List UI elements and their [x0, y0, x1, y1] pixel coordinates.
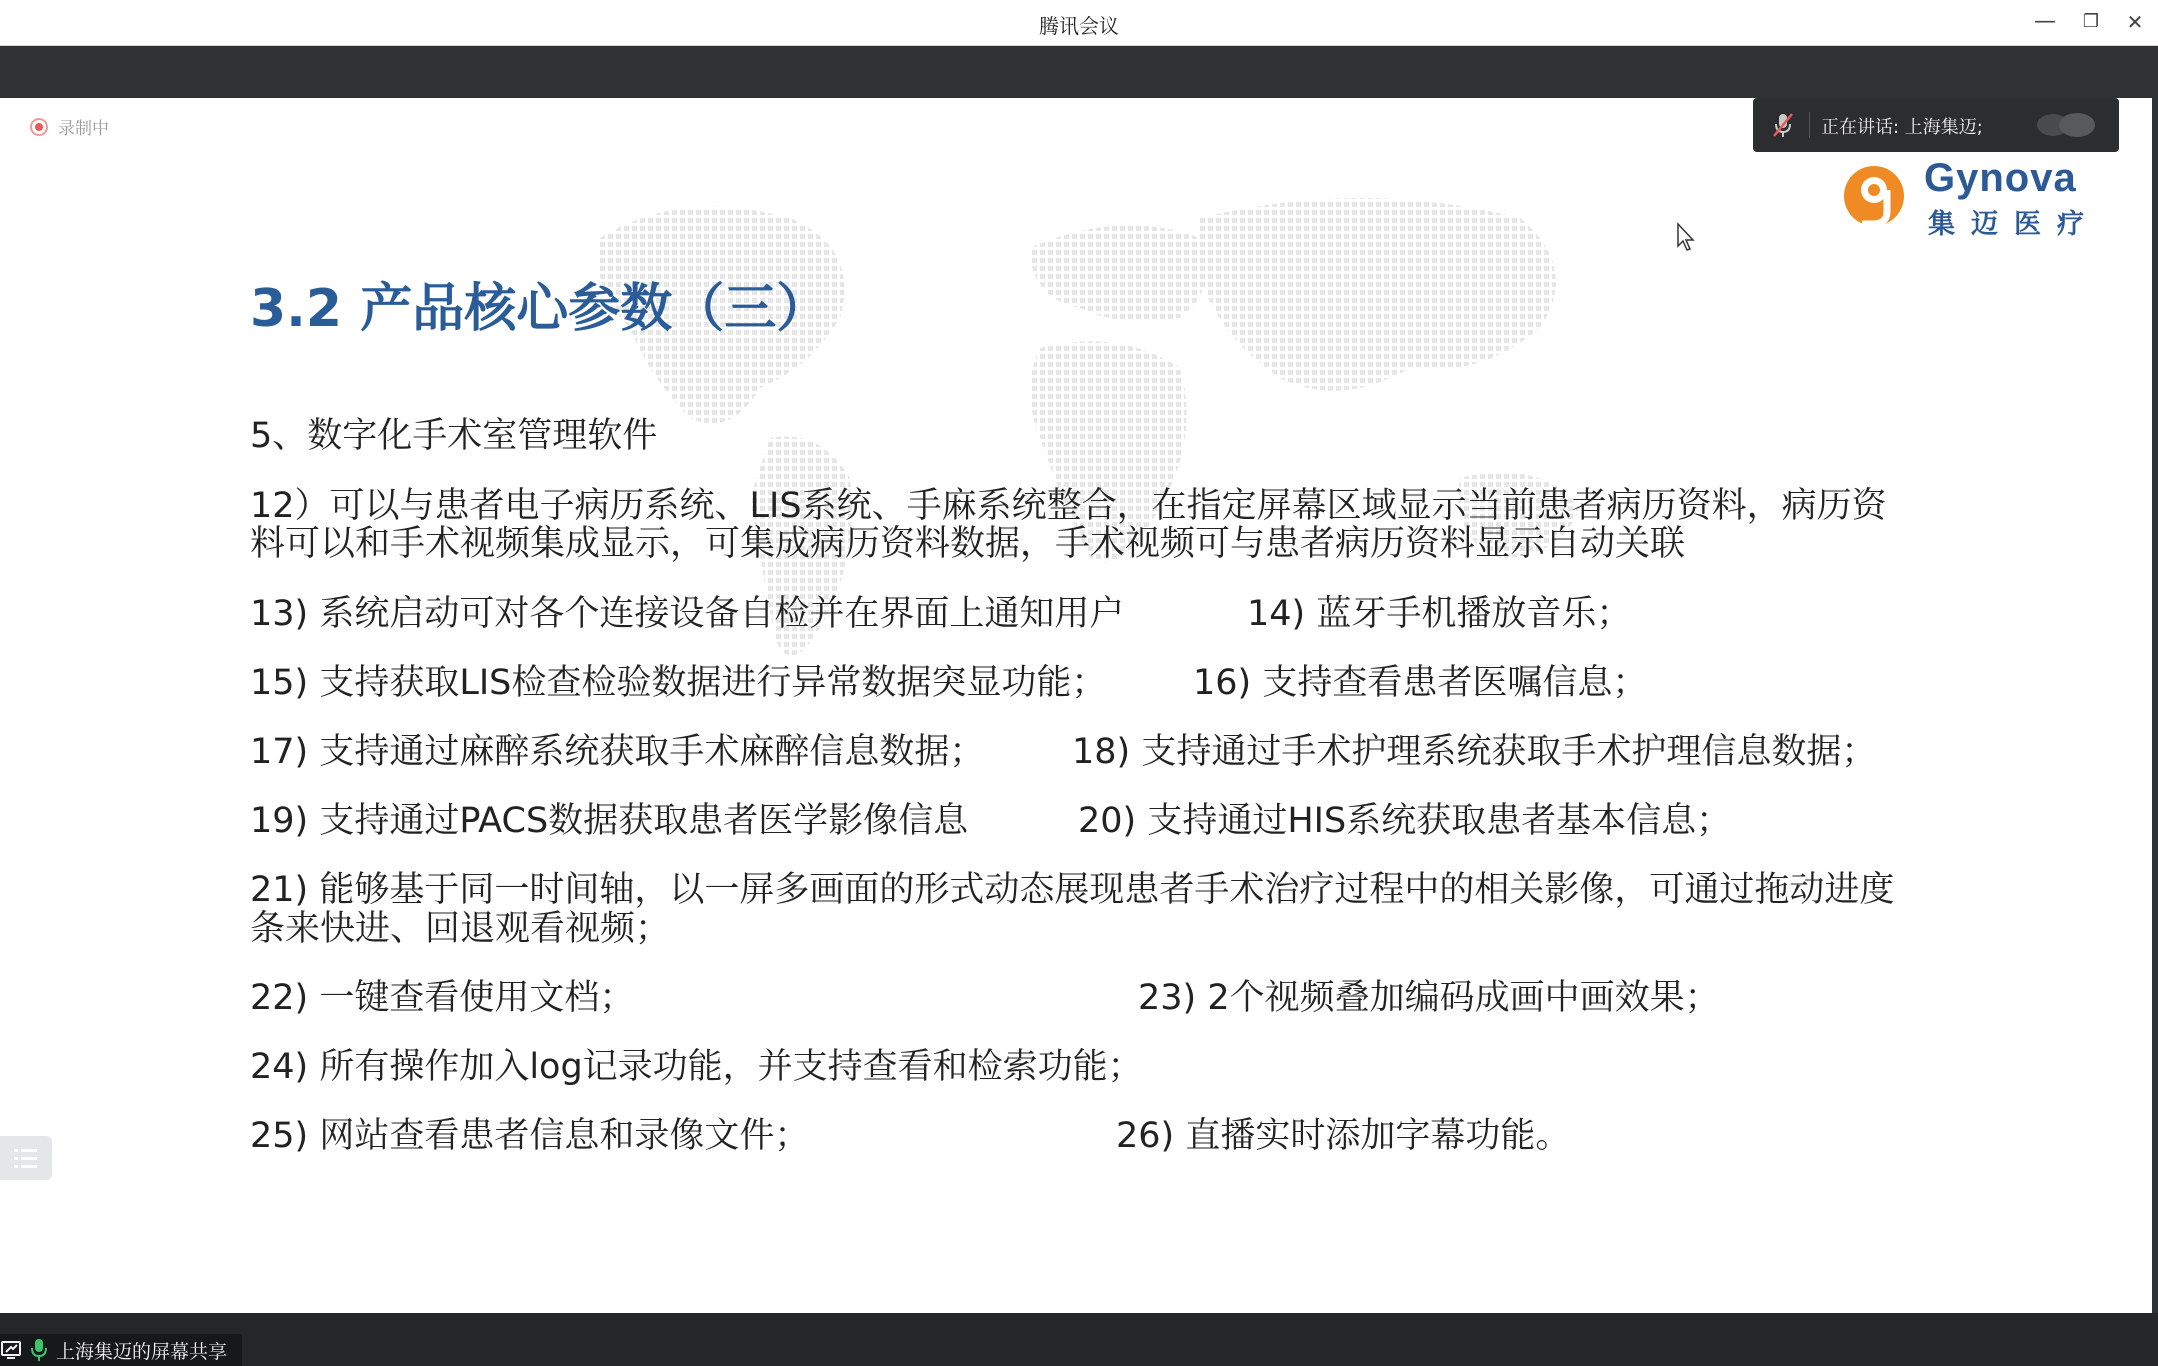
logo-text-cn: 集迈医疗	[1928, 209, 2100, 240]
item-18: 18) 支持通过手术护理系统获取手术护理信息数据；	[1072, 732, 1877, 772]
speaker-separator	[1809, 112, 1810, 138]
slide-title: 3.2 产品核心参数（三）	[250, 279, 829, 339]
mouse-cursor-icon	[1676, 222, 1696, 252]
item-26: 26) 直播实时添加字幕功能。	[1116, 1116, 1571, 1156]
item-12-line2: 料可以和手术视频集成显示，可集成病历资料数据，手术视频可与患者病历资料显示自动关联	[250, 524, 1686, 564]
item-19: 19) 支持通过PACS数据获取患者医学影像信息	[250, 801, 969, 841]
recording-label: 录制中	[58, 119, 109, 139]
item-22: 22) 一键查看使用文档；	[250, 978, 635, 1018]
section-heading: 5、数字化手术室管理软件	[250, 416, 658, 456]
logo-text-en: Gynova	[1924, 156, 2077, 200]
item-17: 17) 支持通过麻醉系统获取手术麻醉信息数据；	[250, 732, 985, 772]
side-menu-button[interactable]	[0, 1136, 52, 1180]
bottom-bar	[0, 1313, 2158, 1366]
speaking-indicator	[1753, 98, 2119, 152]
item-21-line1: 21) 能够基于同一时间轴，以一屏多画面的形式动态展现患者手术治疗过程中的相关影像，可通过拖动进度	[250, 870, 1895, 910]
item-25: 25) 网站查看患者信息和录像文件；	[250, 1116, 810, 1156]
item-23: 23) 2个视频叠加编码成画中画效果；	[1138, 978, 1720, 1018]
item-14: 14) 蓝牙手机播放音乐；	[1247, 594, 1632, 634]
menu-bar-1	[21, 1149, 37, 1152]
screen-share-tag[interactable]	[0, 1334, 242, 1366]
item-16: 16) 支持查看患者医嘱信息；	[1193, 663, 1648, 703]
item-24: 24) 所有操作加入log记录功能，并支持查看和检索功能；	[250, 1047, 1143, 1087]
item-20: 20) 支持通过HIS系统获取患者基本信息；	[1078, 801, 1732, 841]
speaker-label: 正在讲话: 上海集迈;	[1821, 117, 1983, 138]
gynova-g-icon	[1840, 156, 1910, 236]
window-titlebar	[0, 0, 2158, 46]
recording-indicator	[30, 114, 109, 139]
gynova-logo	[1840, 156, 2110, 240]
close-button[interactable]: ✕	[2126, 10, 2144, 34]
restore-button[interactable]: ❐	[2082, 11, 2100, 32]
top-toolbar-strip	[0, 46, 2158, 98]
microphone-muted-icon	[1771, 112, 1795, 138]
shared-screen-slide	[0, 98, 2152, 1313]
right-edge-strip	[2152, 98, 2158, 1313]
minimize-button[interactable]: —	[2034, 9, 2056, 34]
item-15: 15) 支持获取LIS检查检验数据进行异常数据突显功能；	[250, 663, 1107, 703]
menu-list-icon	[14, 1149, 18, 1152]
item-21-line2: 条来快进、回退观看视频；	[250, 909, 671, 949]
speaker-avatar-icon	[2033, 110, 2099, 140]
screen-share-icon	[0, 1339, 22, 1361]
menu-bar-2	[21, 1157, 37, 1160]
window-title: 腾讯会议	[1039, 14, 1119, 38]
item-12-line1: 12）可以与患者电子病历系统、LIS系统、手麻系统整合，在指定屏幕区域显示当前患者病历资料，病历资	[250, 486, 1887, 526]
microphone-icon	[30, 1338, 48, 1362]
menu-bar-3	[21, 1165, 37, 1168]
screen-share-label: 上海集迈的屏幕共享	[56, 1340, 228, 1363]
menu-dot-2	[14, 1157, 18, 1160]
menu-dot-3	[14, 1165, 18, 1168]
item-13: 13) 系统启动可对各个连接设备自检并在界面上通知用户	[250, 594, 1125, 634]
record-icon	[30, 118, 48, 136]
